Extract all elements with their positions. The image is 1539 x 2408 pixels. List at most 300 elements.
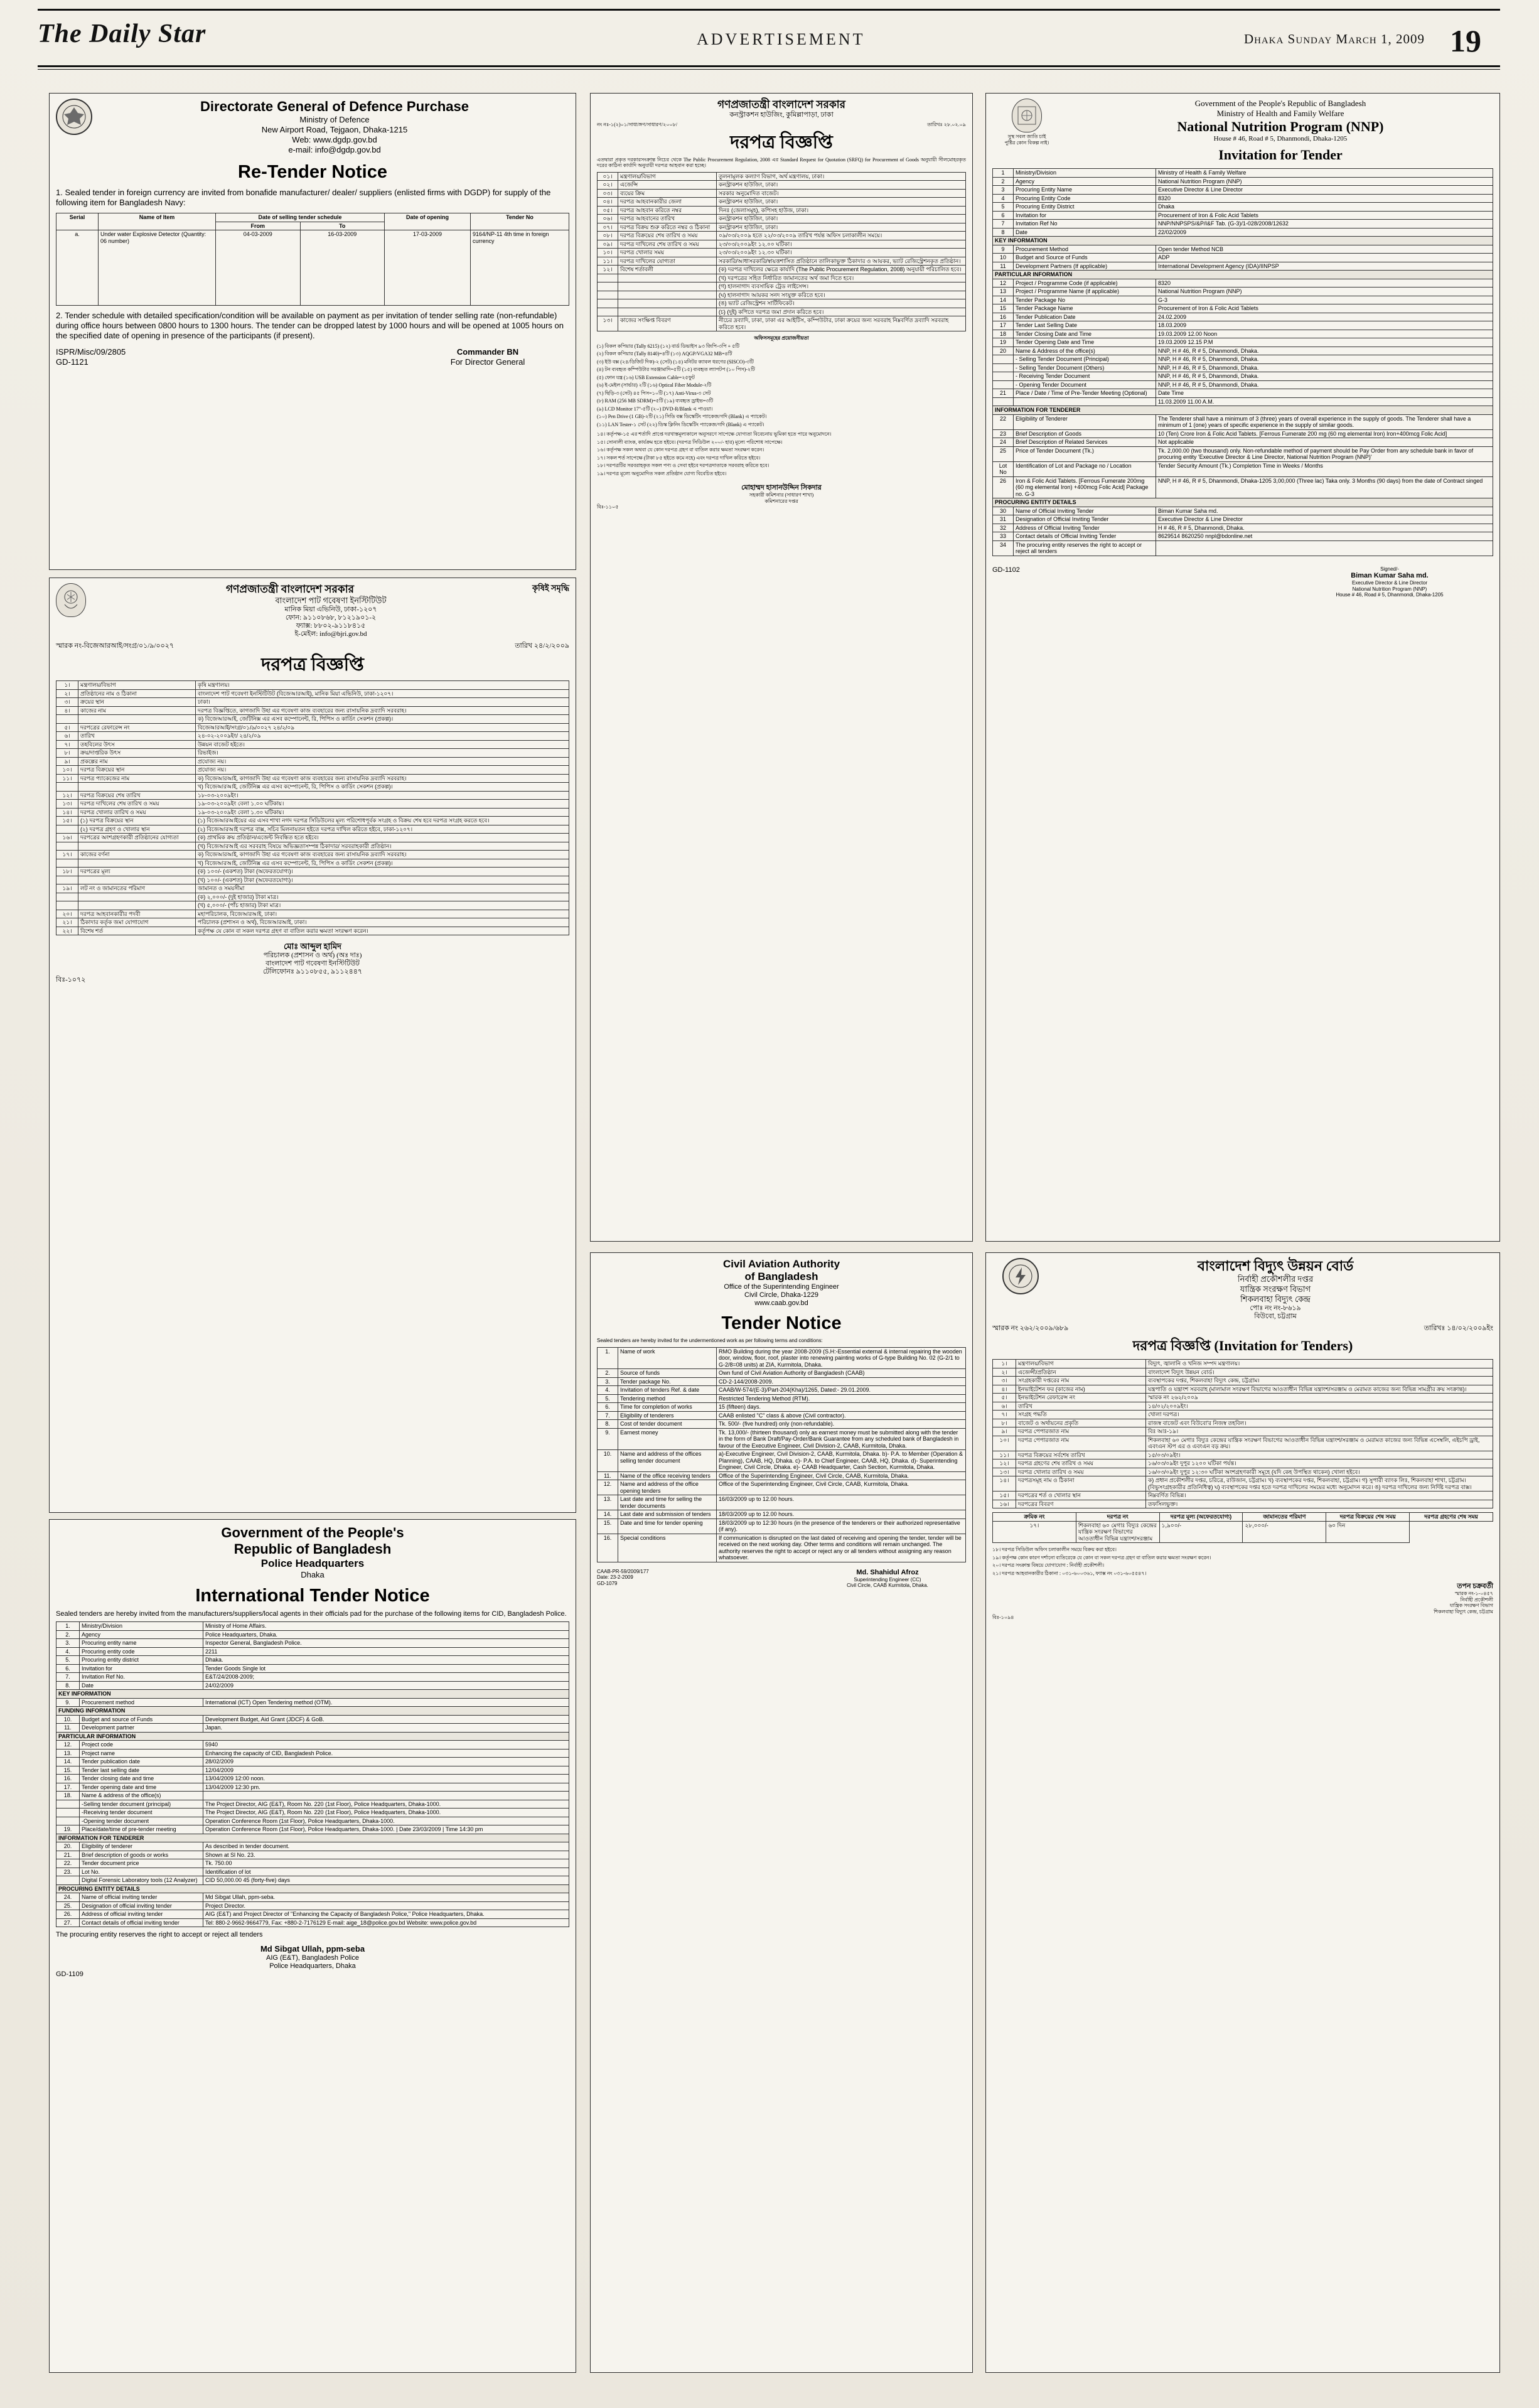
dgdp-th-to: To xyxy=(300,222,385,230)
table-row xyxy=(56,1918,569,1927)
table-cell: কনস্ট্রাকশন হাউজিং, ঢাকা। xyxy=(717,198,966,207)
table-section-header xyxy=(993,271,1493,279)
table-cell xyxy=(1156,540,1493,556)
table-cell: ১০। xyxy=(56,766,78,775)
table-row xyxy=(56,834,569,842)
table-cell: 16. xyxy=(56,1775,80,1783)
table-row xyxy=(56,1901,569,1910)
table-cell: - Selling Tender Document (Others) xyxy=(1014,363,1156,372)
table-cell: ১১। xyxy=(598,257,618,266)
ad-caab-tender xyxy=(590,1252,973,2373)
table-row xyxy=(993,1451,1493,1459)
table-row xyxy=(56,1647,569,1656)
table-row xyxy=(56,1876,569,1885)
table-cell: 7. xyxy=(56,1673,80,1682)
table-cell xyxy=(598,274,618,282)
table-cell: Iron & Folic Acid Tablets. [Ferrous Fumerate 200mg (60 mg elemental Iron) +400mcg Folic Acid] Package no. G-3 xyxy=(1014,476,1156,498)
table-cell: রাজস্ব বাজেট এবং বিউবো'র নিজস্ব তহবিল। xyxy=(1146,1419,1493,1427)
text-line: (১০) Pen Drive (1 GB)-২টি (২১) সিডি বক্স ডিস্কেটিং প্যাকেজ/গদি (Blank) এ প্যাকেট। xyxy=(597,414,767,419)
table-cell: Police Headquarters, Dhaka. xyxy=(203,1630,569,1639)
table-cell: ৪। xyxy=(993,1385,1016,1394)
table-cell: ১৩। xyxy=(993,1468,1016,1476)
table-cell: কাজের নাম xyxy=(78,706,196,715)
table-row xyxy=(598,206,966,215)
table-cell: 23 xyxy=(993,429,1014,438)
table-cell: তহবিলের উৎস xyxy=(78,740,196,749)
dgdp-address: New Airport Road, Tejgaon, Dhaka-1215 xyxy=(261,125,408,134)
table-row xyxy=(993,1419,1493,1427)
bjri-phone: ফোন: ৯১১০৮৬৮, ৮১২১৯০১-২ xyxy=(285,614,377,621)
table-cell: 5. xyxy=(598,1394,618,1403)
table-cell: ১০। xyxy=(598,249,618,257)
table-row xyxy=(56,230,569,306)
table-row xyxy=(598,1534,966,1562)
table-cell xyxy=(203,1792,569,1800)
table-cell: Tk. 13,000/- (thirteen thousand) only as earnest money must be submitted along with the tender in the form of Bank Draft/Pay-Order/Bank Guarantee from any scheduled bank of Bangladesh in favour of the Executive Engineer, Civil Division-2, CAAB, Kurmitola, Dhaka. xyxy=(717,1428,966,1450)
table-cell: Md Sibgat Ullah, ppm-seba. xyxy=(203,1893,569,1902)
dgdp-ref: ISPR/Misc/09/2805 xyxy=(56,347,126,357)
table-cell: NNP, H # 46, R # 5, Dhanmondi, Dhaka. xyxy=(1156,363,1493,372)
table-cell: 8. xyxy=(56,1681,80,1690)
table-cell: Tender closing date and time xyxy=(80,1775,203,1783)
bpdb-org: বাংলাদেশ বিদ্যুৎ উন্নয়ন বোর্ড xyxy=(1197,1258,1354,1274)
table-cell: ১৯-০৩-২০০৯ইং বেলা ১.৩০ ঘটিকায়। xyxy=(196,808,569,817)
nnp-address: House # 46, Road # 5, Dhanmondi, Dhaka-1205 xyxy=(1213,135,1348,142)
table-cell: কর্তৃপক্ষ যে কোন বা সকল দরপত্র গ্রহণ বা বাতিল করার ক্ষমতা সংরক্ষণ করেন। xyxy=(196,927,569,935)
table-cell: ০৬। xyxy=(598,215,618,223)
table-cell: As described in tender document. xyxy=(203,1842,569,1851)
ad-bjri-tender xyxy=(49,578,576,1513)
table-cell: Tender last selling date xyxy=(80,1766,203,1775)
table-cell: Tender Package No xyxy=(1014,296,1156,304)
ppa-sig-1: সহকারী কমিশনার (সাধারণ শাখা) xyxy=(749,492,814,498)
table-row xyxy=(993,476,1493,498)
table-cell: Designation of Official Inviting Tender xyxy=(1014,515,1156,524)
dgdp-row-from: 04-03-2009 xyxy=(216,230,301,306)
table-cell: 33 xyxy=(993,532,1014,541)
table-cell xyxy=(993,380,1014,389)
table-cell: ১৪। xyxy=(993,1476,1016,1492)
table-cell xyxy=(78,893,196,901)
table-cell: (গ) হালনাগাদ ব্যবসায়িক ট্রেড লাইসেন্স। xyxy=(717,282,966,291)
table-cell: শিকলবাহা ৬০ মেগাঃ বিদ্যুঃ কেন্দ্রের যান্ত্রিক সংরক্ষণ বিভাগের আওতাধীন বিভিন্ন যন্ত্রাংশ/সরঞ্জাম xyxy=(1076,1521,1159,1543)
table-cell: 3. xyxy=(598,1377,618,1386)
table-row xyxy=(598,1510,966,1519)
table-cell: Project code xyxy=(80,1741,203,1750)
table-cell: 20 xyxy=(993,347,1014,355)
table-cell: প্রযোজ্য নয়। xyxy=(196,757,569,766)
table-cell: 6. xyxy=(598,1403,618,1412)
table-cell: উন্নয়ন বাজেট হইতে। xyxy=(196,740,569,749)
ad-ppa-tender xyxy=(590,93,973,1242)
table-row xyxy=(598,249,966,257)
table-cell: Procurement of Iron & Folic Acid Tablets xyxy=(1156,211,1493,220)
table-cell: ১০। xyxy=(993,1436,1016,1451)
table-row xyxy=(56,715,569,724)
table-cell: ৮। xyxy=(993,1419,1016,1427)
table-row xyxy=(56,893,569,901)
table-cell: ক) প্রধান প্রকৌশলীর দপ্তর, চরিত্রে, রাউজান, চট্টগ্রাম। খ) ব্যবস্থাপকের দপ্তর, শিকলবাহা, চট্টগ্রাম। গ) সুপারী ব্যাংক লিঃ, শিকলবাহা শাখা, চট্টগ্রাম। (বিভুসংগ্রহকারীর প্রতিনিধিত্ব) ঘ) ব্যবস্থাপকের দপ্তর হতে দরপত্র দাখিলের সময়ের মধ্যে অনুমোদন করে। ঙ) দরপত্র দাখিলের জন্য নির্দিষ্ট দরপত্র বাক্স। xyxy=(1146,1476,1493,1492)
table-row xyxy=(993,186,1493,195)
dgdp-row-serial: a. xyxy=(56,230,99,306)
table-row xyxy=(56,927,569,935)
table-cell: ১৯। xyxy=(56,884,78,893)
table-row xyxy=(598,274,966,282)
table-cell: 15. xyxy=(598,1518,618,1534)
table-cell: ১৫/০৩/০৯ইং। xyxy=(1146,1451,1493,1459)
table-cell: কাজের বর্ণনা xyxy=(78,851,196,859)
police-org: Police Headquarters xyxy=(260,1557,365,1569)
table-cell: Eligibility of tenderer xyxy=(80,1842,203,1851)
table-cell: ১৫। xyxy=(56,817,78,825)
text-line: ১৯। দরপত্র মূল্যে অনুমোদিত সকল প্রতিষ্ঠান যোগ্য বিবেচিত হইবে। xyxy=(597,470,727,476)
table-row xyxy=(993,313,1493,321)
ppa-spec-head: অফিসসমূহের প্রয়োজনীয়তা xyxy=(754,335,809,341)
caab-sig-name: Md. Shahidul Afroz xyxy=(856,1568,919,1576)
table-cell: 13. xyxy=(598,1495,618,1510)
ppa-sig-2: কমিশনারের দপ্তর xyxy=(764,498,798,504)
table-cell: Tel: 880-2-9662-9664779, Fax: +880-2-7176129 E-mail: aige_18@police.gov.bd Website: www.police.gov.bd xyxy=(203,1918,569,1927)
table-cell: 16. xyxy=(598,1534,618,1562)
table-cell: (ঙ) ভ্যাট রেজিস্ট্রেশন সার্টিফিকেট। xyxy=(717,299,966,308)
table-cell: Date and time for tender opening xyxy=(618,1518,717,1534)
bjri-emblem-icon xyxy=(56,583,86,617)
table-cell: NNP, H # 46, R # 5, Dhanmondi, Dhaka. xyxy=(1156,372,1493,381)
table-cell: সরকারি/আধাসরকারি/স্বায়ত্তশাসিত প্রতিষ্ঠানে তালিকাভুক্ত ঠিকাদার ও আয়কর, ভ্যাট রেজিস্ট্রেশনকৃত প্রতিষ্ঠান। xyxy=(717,257,966,266)
nnp-sig-2: National Nutrition Program (NNP) xyxy=(1352,586,1427,592)
table-cell: Agency xyxy=(80,1630,203,1639)
table-header-cell: দরপত্র বিক্রয়ের শেষ সময় xyxy=(1326,1513,1410,1522)
table-row xyxy=(598,172,966,181)
table-cell xyxy=(56,1800,80,1809)
table-row xyxy=(993,288,1493,296)
table-cell: ২। xyxy=(56,689,78,698)
masthead-top-rule xyxy=(38,9,1500,11)
table-cell: 26. xyxy=(56,1910,80,1919)
table-cell: 8320 xyxy=(1156,279,1493,288)
table-cell xyxy=(618,291,717,299)
table-cell: 6 xyxy=(993,211,1014,220)
table-row xyxy=(56,1868,569,1876)
table-cell: G-3 xyxy=(1156,296,1493,304)
table-cell: ৬। xyxy=(993,1402,1016,1411)
table-cell: Designation of official inviting tender xyxy=(80,1901,203,1910)
table-cell: Procuring entity name xyxy=(80,1639,203,1648)
ppa-detail-table xyxy=(597,172,966,332)
text-line: (৬) ই-মেইল (সার্ভার) ২টি (১৬) Optical Fiber Module-২টি xyxy=(597,382,712,388)
table-cell: 34 xyxy=(993,540,1014,556)
table-cell: The Tenderer shall have a minimum of 3 (three) years of overall experience in the supply of goods. The Tenderer shall have a minimum of 1 (one) years of specific experience in the supply of similar goods. xyxy=(1156,414,1493,429)
table-row xyxy=(993,338,1493,347)
bpdb-date: তারিখঃ ১৪/০২/২০০৯ইং xyxy=(1424,1325,1493,1332)
table-row xyxy=(598,215,966,223)
table-row xyxy=(993,380,1493,389)
table-row xyxy=(993,461,1493,476)
table-row xyxy=(56,1698,569,1707)
table-cell: ১৯-০৩-২০০৯ইং বেলা ১.০০ ঘটিকায়। xyxy=(196,800,569,809)
table-cell: ১২। xyxy=(598,266,618,274)
table-cell: ক) বিজেআরআই, কাগজাদি উহা এর গবেষণা কাজ ব্যবহারের জন্য রাসায়নিক দ্রব্যাদি সরবরাহ। xyxy=(196,851,569,859)
table-cell: নিম্নবর্ণিত বিভিন্ন। xyxy=(1146,1492,1493,1500)
table-row xyxy=(993,1394,1493,1402)
table-row xyxy=(56,689,569,698)
table-cell: ১৬/০৩/০৯ইং দুপুর ১২:৩০ ঘটিকা অংশগ্রহণকারী সমূহে (যদি কেহ উপস্থিত থাকেন) খোলা হইবে। xyxy=(1146,1468,1493,1476)
table-row xyxy=(56,1783,569,1792)
table-row xyxy=(56,1775,569,1783)
table-cell: Enhancing the capacity of CID, Bangladesh Police. xyxy=(203,1749,569,1758)
table-cell xyxy=(1014,397,1156,406)
table-cell xyxy=(78,715,196,724)
table-cell: প্রযোজ্য নয়। xyxy=(196,766,569,775)
table-cell: 10. xyxy=(598,1450,618,1472)
table-row xyxy=(993,1521,1493,1543)
table-cell xyxy=(56,1809,80,1817)
table-cell: Procuring Entity Name xyxy=(1014,186,1156,195)
table-row xyxy=(56,1893,569,1902)
text-line: ১৭। সকল শর্ত সাপেক্ষে (টাকা ৮৫ হইতে কমে নহে) এবং দরপত্র দাখিল করিতে হইবে। xyxy=(597,454,761,461)
table-cell: Ministry/Division xyxy=(1014,169,1156,178)
bpdb-sig-2: যান্ত্রিক সংরক্ষণ বিভাগ xyxy=(1449,1603,1493,1608)
table-cell xyxy=(56,1817,80,1825)
police-govt-1: Government of the People's xyxy=(221,1525,404,1540)
caab-detail-table xyxy=(597,1347,966,1562)
newspaper-title: The Daily Star xyxy=(38,19,206,48)
table-cell: ২২। xyxy=(56,927,78,935)
table-cell: ইনভাইটেশন রেফারেন্স নং xyxy=(1016,1394,1146,1402)
table-cell xyxy=(993,355,1014,364)
table-cell: 24.02.2009 xyxy=(1156,313,1493,321)
table-section-label: INFORMATION FOR TENDERER xyxy=(56,1834,569,1842)
table-cell: ১৩। xyxy=(56,800,78,809)
table-cell: 18. xyxy=(56,1792,80,1800)
police-gd: GD-1109 xyxy=(56,1970,83,1978)
table-cell: If communication is disrupted on the last dated of receiving and opening the tender, tender will be received on the next working day. Other terms and conditions will remain unchanged. The authority reserves the right to accept or reject any or all tenders without assigning any reason whatsoever. xyxy=(717,1534,966,1562)
table-cell: Tk. 750.00 xyxy=(203,1859,569,1868)
table-row xyxy=(598,1480,966,1495)
table-cell: ৫। xyxy=(993,1394,1016,1402)
table-cell: 1. xyxy=(598,1347,618,1369)
bpdb-sig-3: শিকলবাহা বিদ্যুৎ কেন্দ্র, চট্টগ্রাম xyxy=(1434,1608,1493,1615)
dgdp-signer-title: For Director General xyxy=(450,357,525,367)
text-line: ১৪। কর্তৃপক্ষ-১৫ এর শর্তাদি প্রাপ্তে দরখাস্তমূল্যকালে অনুসরণে সাপেক্ষে যোগ্যতা বিবেচনায় ভূমিকা হতে পারে অনুমোদনে। xyxy=(597,431,832,437)
bpdb-gd: বিঃ-১০৯৪ xyxy=(992,1615,1014,1620)
table-cell: Eligibility of Tenderer xyxy=(1014,414,1156,429)
table-cell: সরকার অনুমোদিত বাজেট। xyxy=(717,189,966,198)
table-cell: 2. xyxy=(56,1630,80,1639)
table-cell: 15 (fifteen) days. xyxy=(717,1403,966,1412)
table-cell: দরপত্র খোলার তারিখ ও সময় xyxy=(1016,1468,1146,1476)
table-row xyxy=(993,304,1493,313)
table-cell xyxy=(56,893,78,901)
table-cell: ১৬/০৩/০৯ইং দুপুর ১২০০ ঘটিকা পর্যন্ত। xyxy=(1146,1459,1493,1468)
caab-sig-1: Superintending Engineer (CC) xyxy=(854,1576,921,1583)
table-cell: দরপত্র প্যাকেজের নাম xyxy=(78,774,196,783)
dgdp-org-name: Directorate General of Defence Purchase xyxy=(200,99,469,114)
table-cell: Lot No. xyxy=(80,1868,203,1876)
police-city: Dhaka xyxy=(301,1570,324,1579)
table-cell: 19. xyxy=(56,1825,80,1834)
table-cell: 19 xyxy=(993,338,1014,347)
table-cell xyxy=(598,291,618,299)
table-cell: Operation Conference Room (1st Floor), Police Headquarters, Dhaka-1000. | Date 23/03/2009 | Time 14:30 pm xyxy=(203,1825,569,1834)
table-cell: Digital Forensic Laboratory tools (12 Analyzer) xyxy=(80,1876,203,1885)
table-cell: Contact details of official inviting tender xyxy=(80,1918,203,1927)
bpdb-lot-table xyxy=(992,1512,1493,1543)
bpdb-memo: স্মারক নং ২৬২/২০০৯/৬৮৯ xyxy=(992,1325,1069,1332)
table-cell: Invitation of tenders Ref. & date xyxy=(618,1386,717,1395)
dgdp-th-tenderno: Tender No xyxy=(471,213,569,230)
table-row xyxy=(56,1809,569,1817)
table-cell: (খ) দরপত্রের সহিত নির্ধারিত জামানতের অর্থ জমা দিতে হবে। xyxy=(717,274,966,282)
table-row xyxy=(993,540,1493,556)
table-cell: Shown at Sl No. 23. xyxy=(203,1851,569,1859)
table-cell: দরপত্র বিক্রয় শুরু করিতে নম্বর ও ঠিকানা xyxy=(618,223,717,232)
table-cell: ০৯/০৩/২০০৯ হতে ২২/০৩/২০০৯ তারিখ পর্যন্ত অফিস চলাকালীন সময়ে। xyxy=(717,232,966,240)
table-cell xyxy=(56,1876,80,1885)
table-row xyxy=(993,397,1493,406)
masthead-bottom-rule-2 xyxy=(38,69,1500,70)
table-cell: দরপত্র পেপারজাত নাম xyxy=(1016,1436,1146,1451)
table-cell: দরপত্র খোলার সময় xyxy=(618,249,717,257)
table-cell xyxy=(56,842,78,851)
table-cell: 2 xyxy=(993,177,1014,186)
table-cell: ১৬। xyxy=(993,1500,1016,1508)
table-section-label: PROCURING ENTITY DETAILS xyxy=(56,1884,569,1893)
table-row xyxy=(598,1386,966,1395)
table-row xyxy=(56,706,569,715)
bjri-sig-role-2: বাংলাদেশ পাট গবেষণা ইনস্টিটিউট xyxy=(265,960,360,967)
table-row xyxy=(993,1368,1493,1377)
table-row xyxy=(56,1758,569,1766)
table-cell: Procuring entity code xyxy=(80,1647,203,1656)
table-cell: RMO Building during the year 2008-2009 (S.H:-Essential external & internal repairing the wooden door, window, floor, roof, plaster into renewing painting works of G-type Building No. 02 (G-2/1 to G-2/8=08 units) at ZIA, Kurmitola, Dhaka. xyxy=(717,1347,966,1369)
table-cell xyxy=(618,274,717,282)
table-cell: 6. xyxy=(56,1664,80,1673)
table-cell: 12. xyxy=(56,1741,80,1750)
table-cell: 18/03/2009 up to 12:30 hours (in the presence of the tenderers or their authorized representative (if any). xyxy=(717,1518,966,1534)
table-row xyxy=(993,429,1493,438)
table-cell: Last date and time for selling the tender documents xyxy=(618,1495,717,1510)
table-cell: 8629514 8620250 nnpl@bdonline.net xyxy=(1156,532,1493,541)
bjri-sig-role-1: পরিচালক (প্রশাসন ও অর্থ) (অঃ দাঃ) xyxy=(263,952,362,959)
table-row xyxy=(598,1420,966,1429)
table-cell: Tender Publication Date xyxy=(1014,313,1156,321)
table-section-label: INFORMATION FOR TENDERER xyxy=(993,406,1493,415)
table-row xyxy=(993,1427,1493,1436)
table-row xyxy=(993,220,1493,228)
table-cell: Dhaka xyxy=(1156,203,1493,212)
table-row xyxy=(56,1724,569,1733)
text-line: ১৬। কর্তৃপক্ষ সকল অথবা যে কোন দরপত্র গ্রহণ বা বাতিল করার ক্ষমতা সংরক্ষণ করেন। xyxy=(597,447,764,453)
table-row xyxy=(598,291,966,299)
table-cell: 13/04/2009 12:00 noon. xyxy=(203,1775,569,1783)
table-cell: Date Time xyxy=(1156,389,1493,398)
table-cell: রিভাইজ। xyxy=(196,749,569,758)
table-cell: 7. xyxy=(598,1411,618,1420)
table-cell: Open tender Method NCB xyxy=(1156,245,1493,254)
table-cell: ১৩। xyxy=(598,316,618,331)
table-cell: Japan. xyxy=(203,1724,569,1733)
table-cell: এজেন্সি xyxy=(618,181,717,190)
table-row xyxy=(56,1859,569,1868)
nnp-sig-1: Executive Director & Line Director xyxy=(1351,580,1428,586)
table-cell xyxy=(78,859,196,868)
text-line: ১৮। দরপত্র সিডিউল অফিস চলাকালীন সময়ে বিক্রয় করা হইবে। xyxy=(992,1547,1117,1552)
text-line: (৭) ছিড়ি-৩ (সেট) ৪৫ পিস=১০টি (১৭) Anti-Virus-৩ সেট xyxy=(597,390,711,396)
table-cell: 10 xyxy=(993,254,1014,262)
table-row xyxy=(56,817,569,825)
police-sig-2: Police Headquarters, Dhaka xyxy=(269,1962,356,1970)
dgdp-th-serial: Serial xyxy=(56,213,99,230)
table-cell: Name of the office receiving tenders xyxy=(618,1471,717,1480)
table-cell: দরপত্র আহবানকারীর জেলা xyxy=(618,198,717,207)
dgdp-web: Web: www.dgdp.gov.bd xyxy=(292,135,377,144)
table-row xyxy=(56,774,569,783)
ppa-intro: এতদ্বারা প্রকৃত দরকারসংক্রান্ত নিচের থেকে The Public Procurement Regulation, 2008 এর Standard Request for Quotation (SRFQ) for Procurement of Goods অনুযায়ী সীলমোহরকৃত দরের কাঠিন্য কার্যাদি অনুযায়ী দরপত্র আহবান করা হচ্ছে। xyxy=(597,156,966,168)
bjri-line1: বাংলাদেশ পাট গবেষণা ইনস্টিটিউট xyxy=(275,596,387,605)
caab-org-1: Civil Aviation Authority xyxy=(722,1258,840,1270)
table-cell: 7 xyxy=(993,220,1014,228)
table-cell: দরপত্রের বিবরণ xyxy=(1016,1500,1146,1508)
table-cell: 19.03.2009 12.00 Noon xyxy=(1156,330,1493,338)
table-section-label: PARTICULAR INFORMATION xyxy=(56,1732,569,1741)
table-cell: যন্ত্রপাতি ও যন্ত্রাংশ সরবরাহ (মালামাল সংরক্ষণ বিভাগের আওতাধীন বিভিন্ন যন্ত্রাংশ/সরঞ্জাম ও মেরামত কাজের জন্য বিভিন্ন সামগ্রীর ক্রয় সংক্রান্ত)। xyxy=(1146,1385,1493,1394)
table-row xyxy=(598,308,966,316)
table-cell: Invitation for xyxy=(1014,211,1156,220)
table-cell: ২৩/০৩/২০০৯ইং ১২.৩০ ঘটিকা। xyxy=(717,249,966,257)
table-row xyxy=(993,524,1493,532)
table-cell: 11. xyxy=(56,1724,80,1733)
table-cell: International Development Agency (IDA)/IINPSP xyxy=(1156,262,1493,271)
table-cell: E&T/24/2008-2009; xyxy=(203,1673,569,1682)
table-row xyxy=(993,177,1493,186)
table-cell: নীচের দ্রব্যাদি, ঢাকা, ঢাকা এর আইটিস, কম্পিউটার, ঢাকা ক্রয়ের জন্য সরবরাহ নিম্নবর্ণিত দ্রব্যাদি সরবরাহ করিতে হবে। xyxy=(717,316,966,331)
table-cell: 30 xyxy=(993,507,1014,515)
table-header-cell: জামানতের পরিমাণ xyxy=(1243,1513,1326,1522)
table-cell: (ঘ) হালনাগাদ আয়কর সনদ সংযুক্ত করিতে হবে। xyxy=(717,291,966,299)
caab-circle: Civil Circle, Dhaka-1229 xyxy=(744,1291,818,1299)
bpdb-line-5: বিউবো, চট্টগ্রাম xyxy=(1254,1313,1297,1320)
bpdb-detail-table xyxy=(992,1359,1493,1508)
police-main-table xyxy=(56,1621,569,1927)
table-cell: ০১। xyxy=(598,172,618,181)
table-cell: 4. xyxy=(56,1647,80,1656)
table-cell: ০৭। xyxy=(598,223,618,232)
table-cell: Place/date/time of pre-tender meeting xyxy=(80,1825,203,1834)
text-line: ১৯। কর্তৃপক্ষ কোন কারণ দর্শানো ব্যতিরেকে যে কোন বা সকল দরপত্র গ্রহণ বা বাতিল করার ক্ষমতা সংরক্ষণ করেন। xyxy=(992,1554,1211,1561)
table-cell: ০৩। xyxy=(598,189,618,198)
table-cell: ২৮,০০০/- xyxy=(1243,1521,1326,1543)
table-cell: (ক) প্রাথমিক ক্রয় প্রতিষ্ঠান/এজেন্ট নিবন্ধিত হতে হইবে। xyxy=(196,834,569,842)
text-line: ১৫। সোনালী ব্যাংক, কার্যক্রম হতে হইবে। (দরপত্র সিডিউল ২০০/- হার) মূল্যে পরিশোধ সাপেক্ষে। xyxy=(597,439,783,445)
table-cell: 11. xyxy=(598,1471,618,1480)
table-cell: Invitation Ref No. xyxy=(80,1673,203,1682)
table-row xyxy=(993,1360,1493,1368)
table-cell: দরপত্র দাখিলের শেষ তারিখ ও সময় xyxy=(78,800,196,809)
section-label: ADVERTISEMENT xyxy=(697,30,866,48)
table-cell: দরপত্র আহবান করিতে নম্বর xyxy=(618,206,717,215)
table-cell: Contact details of Official Inviting Tender xyxy=(1014,532,1156,541)
table-row xyxy=(56,859,569,868)
nnp-signed: Signed/- xyxy=(1380,566,1399,572)
table-cell: ০৯। xyxy=(598,240,618,249)
table-cell: Earnest money xyxy=(618,1428,717,1450)
table-row xyxy=(993,228,1493,237)
table-cell: দরপত্র বিক্রয়ের স্থান xyxy=(78,766,196,775)
dgdp-email: e-mail: info@dgdp.gov.bd xyxy=(288,145,381,154)
table-cell: 25. xyxy=(56,1901,80,1910)
table-cell: (১) দরপত্র বিক্রয়ের স্থান xyxy=(78,817,196,825)
